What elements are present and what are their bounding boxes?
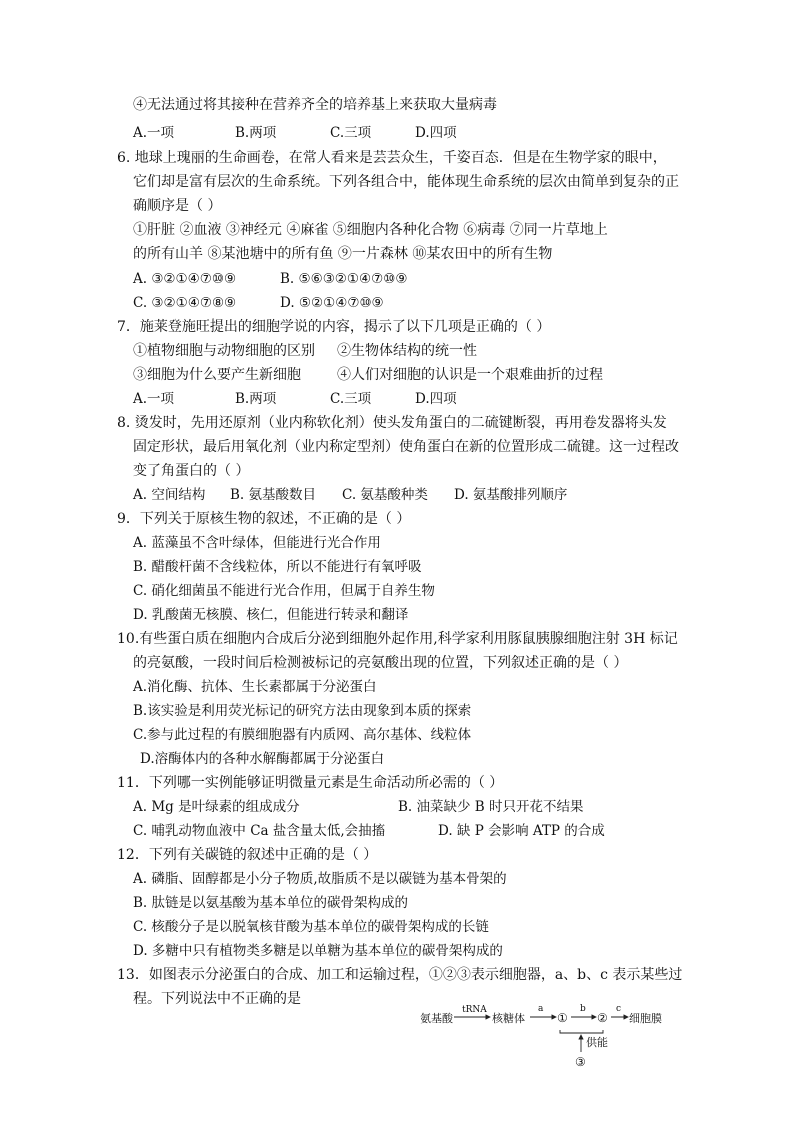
q8-option-c: C. 氨基酸种类 [342,487,428,503]
q6-option-b: B. ⑤⑥③②①④⑦⑩⑨ [280,271,408,287]
q7-option-b: B.两项 [235,391,277,407]
q9-option-c: C. 硝化细菌虽不能进行光合作用，但属于自养生物 [133,583,435,599]
trna-label: tRNA [462,1005,487,1015]
q5-option-a: A.一项 [133,125,175,141]
q13-line1: 13．如图表示分泌蛋白的合成、加工和运输过程，①②③表示细胞器，a、b、c 表示某些过 [117,967,683,983]
q8-line1: 8. 烫发时，先用还原剂（业内称软化剂）使头发角蛋白的二硫键断裂，再用卷发器将头发 [117,415,667,431]
q7-item4: ④人们对细胞的认识是一个艰难曲折的过程 [337,367,603,383]
q6-line3: 确顺序是（ ） [133,198,222,214]
q9-stem: 9．下列关于原核生物的叙述，不正确的是（ ） [117,511,411,527]
process-a-label: a [538,1004,544,1014]
process-c-label: c [616,1004,622,1014]
q9-option-d: D. 乳酸菌无核膜、核仁，但能进行转录和翻译 [133,607,409,623]
organelle-1: ① [557,1011,568,1025]
q11-option-b: B. 油菜缺少 B 时只开花不结果 [398,799,584,815]
q6-option-a: A. ③②①④⑦⑩⑨ [133,271,237,287]
q12-option-c: C. 核酸分子是以脱氧核苷酸为基本单位的碳骨架构成的长链 [133,919,489,935]
organelle-3: ③ [575,1055,586,1069]
q6-line1: 6. 地球上瑰丽的生命画卷，在常人看来是芸芸众生，千姿百态．但是在生物学家的眼中， [117,150,667,166]
q11-option-d: D. 缺 P 会影响 ATP 的合成 [438,823,605,839]
q10-option-b: B.该实验是利用荧光标记的研究方法由现象到本质的探索 [133,703,472,719]
q8-line2: 固定形状，最后用氧化剂（业内称定型剂）使角蛋白在新的位置形成二硫键。这一过程改 [133,439,679,455]
q7-item3: ③细胞为什么要产生新细胞 [133,367,301,383]
ribosome-label: 核糖体 [492,1012,525,1025]
amino-acid-label: 氨基酸 [420,1012,453,1025]
q12-option-a: A. 磷脂、固醇都是小分子物质,故脂质不是以碳链为基本骨架的 [133,871,507,887]
energy-supply-label: 供能 [586,1036,608,1049]
q10-line1: 10.有些蛋白质在细胞内合成后分泌到细胞外起作用,科学家利用豚鼠胰腺细胞注射 3H 标记 [117,631,678,647]
process-b-label: b [580,1004,586,1014]
q7-option-c: C.三项 [330,391,372,407]
q8-option-d: D. 氨基酸排列顺序 [454,487,568,503]
organelle-2: ② [597,1011,608,1025]
q10-option-a: A.消化酶、抗体、生长素都属于分泌蛋白 [133,679,377,695]
q6-line4: ①肝脏 ②血液 ③神经元 ④麻雀 ⑤细胞内各种化合物 ⑥病毒 ⑦同一片草地上 [133,222,608,238]
secretory-protein-diagram [410,1000,662,1070]
q8-line3: 变了角蛋白的（ ） [133,463,250,479]
q10-option-d: D.溶酶体内的各种水解酶都属于分泌蛋白 [140,751,385,767]
q12-stem: 12．下列有关碳链的叙述中正确的是（ ） [117,847,378,863]
q8-option-a: A. 空间结构 [133,487,206,503]
q8-option-b: B. 氨基酸数目 [230,487,317,503]
q12-option-d: D. 多糖中只有植物类多糖是以单糖为基本单位的碳骨架构成的 [133,943,503,959]
q9-option-a: A. 蓝藻虽不含叶绿体，但能进行光合作用 [133,535,381,551]
q12-option-b: B. 肽链是以氨基酸为基本单位的碳骨架构成的 [133,895,409,911]
q6-line5: 的所有山羊 ⑧某池塘中的所有鱼 ⑨一片森林 ⑩某农田中的所有生物 [133,246,553,262]
q5-option-b: B.两项 [235,125,277,141]
q6-option-d: D. ⑤②①④⑦⑩⑨ [280,295,384,311]
q7-option-a: A.一项 [133,391,175,407]
q9-option-b: B. 醋酸杆菌不含线粒体，所以不能进行有氧呼吸 [133,559,422,575]
q7-stem: 7．施莱登施旺提出的细胞学说的内容，揭示了以下几项是正确的（ ） [117,319,551,335]
q10-line2: 的亮氨酸，一段时间后检测被标记的亮氨酸出现的位置，下列叙述正确的是（ ） [133,655,628,671]
q5-option-c: C.三项 [330,125,372,141]
q10-option-c: C.参与此过程的有膜细胞器有内质网、高尔基体、线粒体 [133,727,472,743]
q7-option-d: D.四项 [415,391,457,407]
q6-option-c: C. ③②①④⑦⑧⑨ [133,295,237,311]
q7-item2: ②生物体结构的统一性 [337,343,477,359]
q7-item1: ①植物细胞与动物细胞的区别 [133,343,315,359]
q11-option-c: C. 哺乳动物血液中 Ca 盐含量太低,会抽搐 [133,823,386,839]
cell-membrane-label: 细胞膜 [629,1012,662,1025]
energy-bracket [560,1030,603,1033]
q5-option-d: D.四项 [415,125,457,141]
q11-option-a: A. Mg 是叶绿素的组成成分 [133,799,300,815]
q6-line2: 它们却是富有层次的生命系统。下列各组合中，能体现生命系统的层次由简单到复杂的正 [133,174,679,190]
q5-line4: ④无法通过将其接种在营养齐全的培养基上来获取大量病毒 [133,97,497,113]
q13-line2: 程。下列说法中不正确的是 [133,991,301,1007]
q11-stem: 11．下列哪一实例能够证明微量元素是生命活动所必需的（ ） [117,775,504,791]
